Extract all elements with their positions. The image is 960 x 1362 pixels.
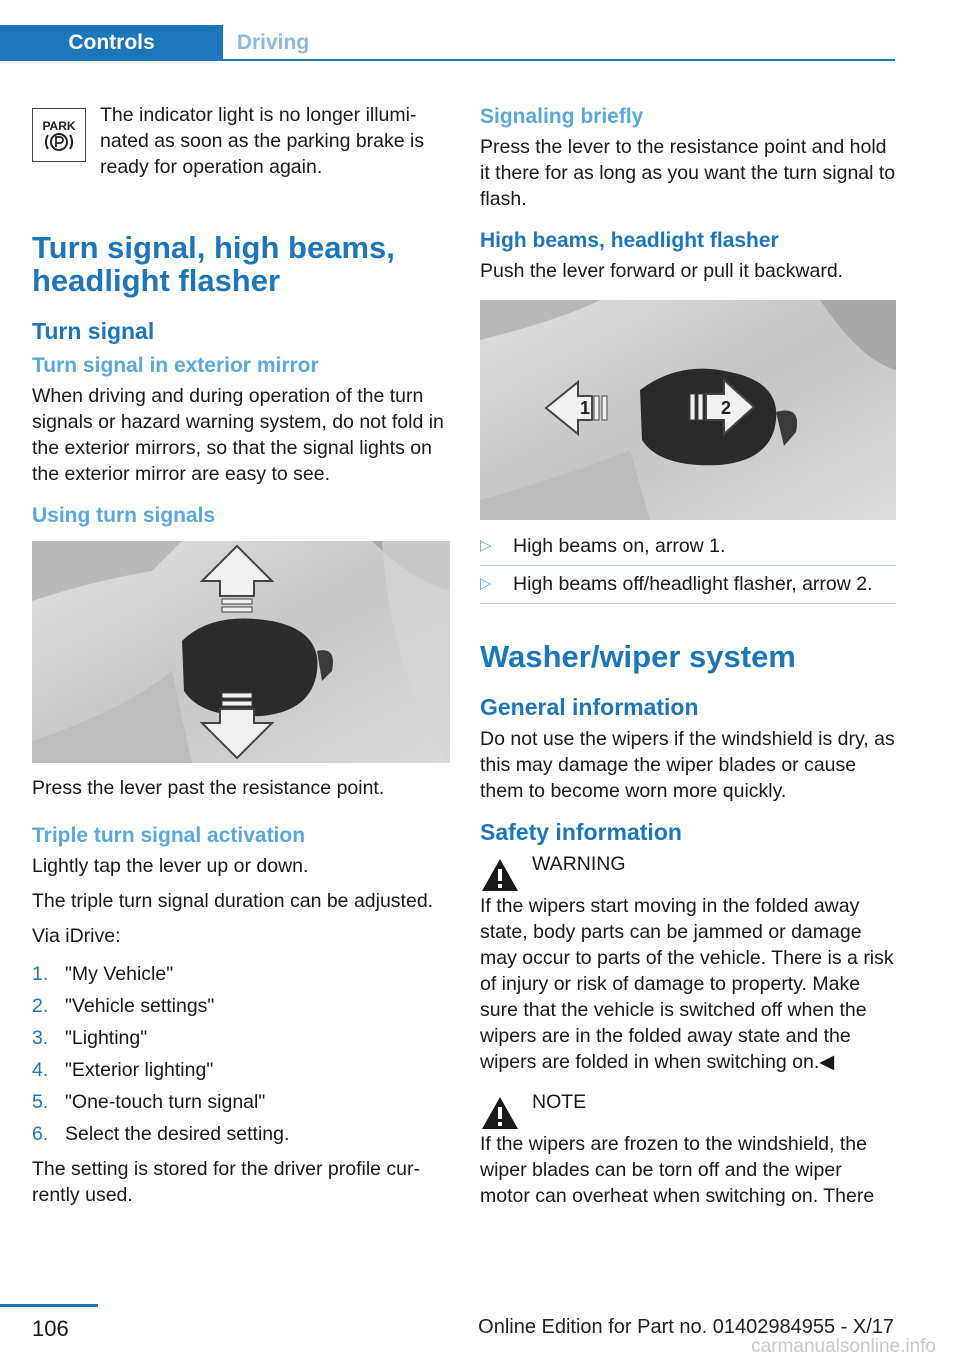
text-duration: The triple turn signal duration can be adjusted.	[32, 890, 434, 912]
text-exterior-mirror: When driving and during operation of the turn signals or hazard warning system, do not fold in the exterior mirrors, so that the signal lights on the exterior mirror are easy to see.	[32, 385, 444, 485]
triangle-bullet-icon: ▷	[480, 537, 492, 554]
section-title-turn-signal: Turn signal, high beams, headlight flasher	[32, 230, 395, 298]
park-indicator-block	[32, 98, 450, 189]
tab-controls[interactable]: Controls	[0, 25, 223, 61]
warning-block	[480, 851, 896, 1075]
heading-high-beams: High beams, headlight flasher	[480, 229, 779, 252]
text-press-past: Press the lever past the resistance point.	[32, 777, 385, 799]
text-setting-stored: The setting is stored for the driver profile currently used.	[32, 1158, 420, 1206]
watermark: carmanualsonline.info	[751, 1336, 936, 1357]
text-tap: Lightly tap the lever up or down.	[32, 855, 309, 877]
list-item: ▷ High beams off/headlight flasher, arrow 2.	[480, 566, 896, 604]
tab-underline	[223, 59, 895, 61]
park-text: The indicator light is no longer illuminated as soon as the parking brake is ready for operation again.	[100, 104, 425, 178]
right-column	[480, 98, 896, 1218]
warning-title: WARNING	[532, 853, 626, 875]
triangle-bullet-icon: ▷	[480, 575, 492, 592]
heading-exterior-mirror: Turn signal in exterior mirror	[32, 354, 319, 377]
high-beam-bullets	[480, 528, 896, 604]
idrive-steps	[32, 958, 450, 1150]
heading-triple-turn-signal: Triple turn signal activation	[32, 824, 306, 847]
heading-turn-signal: Turn signal	[32, 318, 155, 344]
park-brake-icon	[32, 108, 86, 162]
park-icon-text: PARK	[42, 119, 76, 133]
arrow-2-label: 2	[720, 398, 732, 418]
heading-signaling-briefly: Signaling briefly	[480, 105, 644, 128]
text-via-idrive: Via iDrive:	[32, 925, 121, 947]
chapter-tabs	[0, 25, 895, 61]
heading-using-turn-signals: Using turn signals	[32, 504, 216, 527]
note-text: If the wipers are frozen to the windshield, the wiper blades can be torn off and the wiper motor can overheat when switching on. There	[480, 1133, 875, 1207]
note-block	[480, 1089, 896, 1209]
text-high-beams: Push the lever forward or pull it backward.	[480, 260, 844, 282]
note-title: NOTE	[532, 1091, 587, 1113]
list-item: 1. "My Vehicle"	[32, 963, 174, 985]
list-item: 4. "Exterior lighting"	[32, 1059, 214, 1081]
page-number: 106	[32, 1316, 69, 1341]
section-title-washer-wiper: Washer/wiper system	[480, 639, 796, 674]
turn-signal-lever-image	[32, 541, 450, 763]
list-item: 2. "Vehicle settings"	[32, 995, 215, 1017]
page-number-rule	[0, 1304, 98, 1307]
text-general-information: Do not use the wipers if the windshield is dry, as this may damage the wiper blades or cause them to become worn more quickly.	[480, 728, 895, 802]
list-item: 5. "One-touch turn signal"	[32, 1091, 266, 1113]
edition-footer: Online Edition for Part no. 01402984955 - X/17	[478, 1316, 894, 1338]
high-beam-lever-image	[480, 300, 896, 520]
arrow-1-label: 1	[579, 398, 591, 418]
heading-general-information: General information	[480, 694, 699, 720]
note-triangle-icon	[480, 1095, 520, 1131]
tab-driving[interactable]: Driving	[236, 31, 310, 54]
left-column	[32, 98, 450, 1217]
warning-triangle-icon	[480, 857, 520, 893]
list-item: 6. Select the desired setting.	[32, 1123, 290, 1145]
warning-text: If the wipers start moving in the folded away state, body parts can be jammed or damage may occur to parts of the vehicle. There is a risk of injury or risk of damage to property. Make sure that the vehicle is switched off when the wipers are in the folded away state and the wipers are folded in when switching on.◀	[480, 895, 894, 1073]
list-item: 3. "Lighting"	[32, 1027, 148, 1049]
text-signaling-briefly: Press the lever to the resistance point and hold it there for as long as you want the turn signal to flash.	[480, 136, 896, 210]
heading-safety-information: Safety information	[480, 819, 682, 845]
list-item: ▷ High beams on, arrow 1.	[480, 528, 896, 566]
